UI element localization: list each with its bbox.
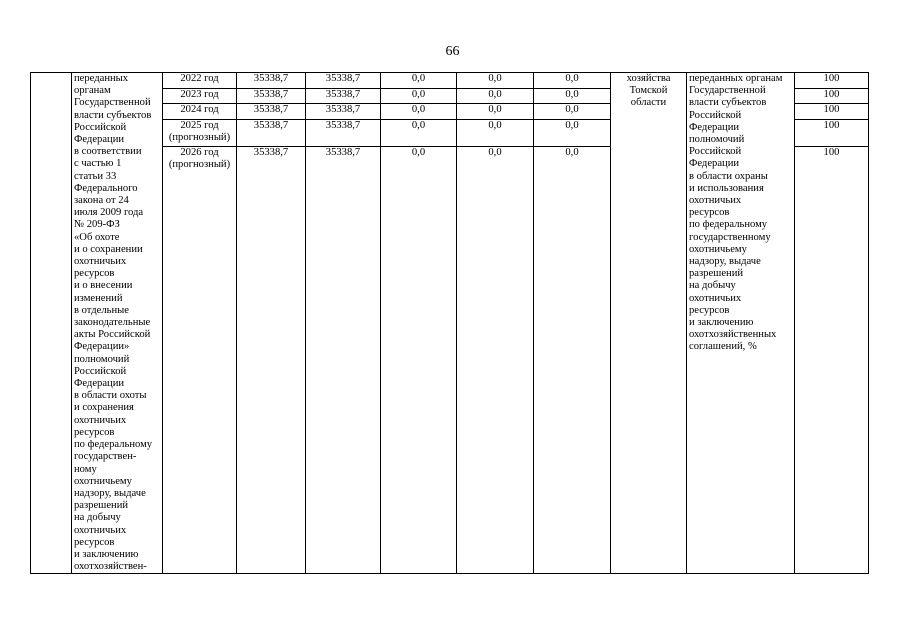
local-budget-cell: 0,0: [457, 88, 534, 104]
regional-budget-cell: 0,0: [381, 104, 457, 120]
indicator-value: 100: [795, 73, 869, 89]
total-cell: 35338,7: [237, 120, 306, 147]
regional-budget-cell: 0,0: [381, 147, 457, 574]
federal-budget-cell: 35338,7: [306, 147, 381, 574]
indicator-description: переданных органам Государственной власти субъектов Российской Федерации полномочий Российской Федерации в области охраны и использования охотничьих ресурсов по федеральному государственному охотничьему надзору, выдаче разрешений на добычу охотничьих ресурсов и заключению охотхозяйственных соглашений, %: [687, 73, 795, 574]
activity-description: переданных органам Государственной власти субъектов Российской Федерации в соответствии с частью 1 статьи 33 Федерального закона от 24 июля 2009 года № 209-ФЗ «Об охоте и о сохранении охотничьих ресурсов и о внесении изменений в отдельные законодательные акты Российской Федерации» полномочий Российской Федерации в области охоты и сохранения охотничьих ресурсов по федеральному государствен- ному охотничьему надзору, выдаче разрешений на добычу охотничьих ресурсов и заключению охотхозяйствен-: [72, 73, 163, 574]
program-table: [30, 72, 869, 574]
local-budget-cell: 0,0: [457, 104, 534, 120]
total-cell: 35338,7: [237, 73, 306, 89]
total-cell: 35338,7: [237, 104, 306, 120]
year-cell: 2022 год: [163, 73, 237, 89]
local-budget-cell: 0,0: [457, 120, 534, 147]
indicator-value: 100: [795, 147, 869, 574]
other-sources-cell: 0,0: [534, 88, 611, 104]
year-cell: 2024 год: [163, 104, 237, 120]
empty-cell: [31, 73, 72, 574]
regional-budget-cell: 0,0: [381, 73, 457, 89]
federal-budget-cell: 35338,7: [306, 73, 381, 89]
year-cell: 2023 год: [163, 88, 237, 104]
regional-budget-cell: 0,0: [381, 120, 457, 147]
indicator-value: 100: [795, 88, 869, 104]
year-cell: 2026 год (прогнозный): [163, 147, 237, 574]
other-sources-cell: 0,0: [534, 73, 611, 89]
indicator-value: 100: [795, 104, 869, 120]
year-cell: 2025 год (прогнозный): [163, 120, 237, 147]
local-budget-cell: 0,0: [457, 73, 534, 89]
local-budget-cell: 0,0: [457, 147, 534, 574]
other-sources-cell: 0,0: [534, 120, 611, 147]
other-sources-cell: 0,0: [534, 104, 611, 120]
total-cell: 35338,7: [237, 88, 306, 104]
federal-budget-cell: 35338,7: [306, 104, 381, 120]
total-cell: 35338,7: [237, 147, 306, 574]
indicator-value: 100: [795, 120, 869, 147]
federal-budget-cell: 35338,7: [306, 88, 381, 104]
executor-cell: хозяйства Томской области: [611, 73, 687, 574]
page-number: 66: [445, 44, 460, 59]
regional-budget-cell: 0,0: [381, 88, 457, 104]
table-row: [31, 73, 869, 89]
federal-budget-cell: 35338,7: [306, 120, 381, 147]
other-sources-cell: 0,0: [534, 147, 611, 574]
